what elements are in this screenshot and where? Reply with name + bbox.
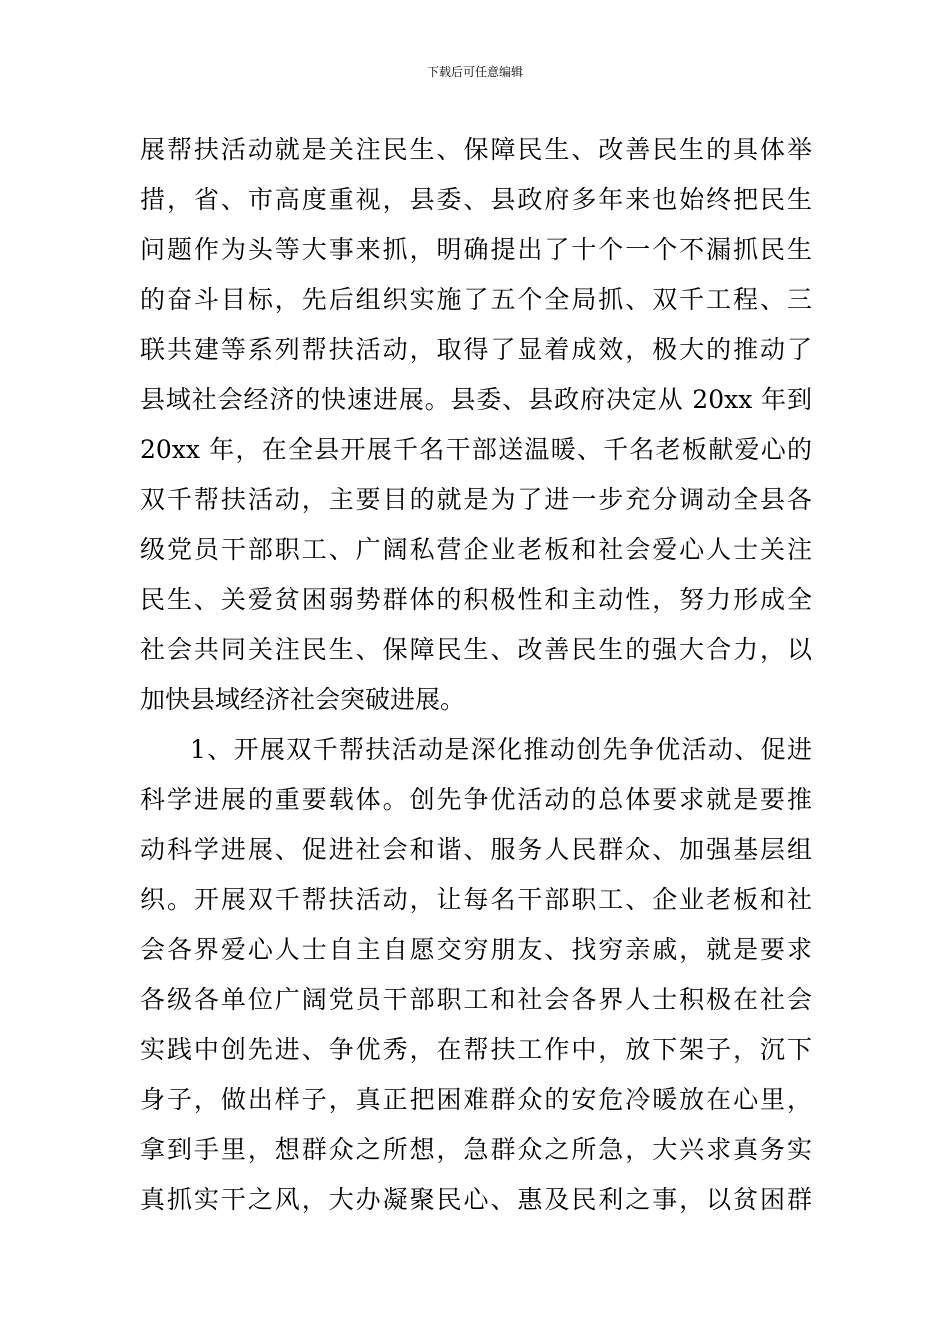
paragraph-2 — [140, 725, 812, 1225]
text-line: 联共建等系列帮扶活动，取得了显着成效，极大的推动了 — [140, 335, 812, 364]
text-line: 措，省、市高度重视，县委、县政府多年来也始终把民生 — [140, 185, 812, 214]
text-line: 1、开展双千帮扶活动是深化推动创先争优活动、促进 — [190, 735, 812, 764]
text-line: 会各界爱心人士自主自愿交穷朋友、找穷亲戚，就是要求 — [140, 935, 812, 964]
text-line: 身子，做出样子，真正把困难群众的安危冷暖放在心里， — [140, 1085, 812, 1114]
text-line: 织。开展双千帮扶活动，让每名干部职工、企业老板和社 — [140, 885, 812, 914]
page-header: 下载后可任意编辑 — [426, 65, 523, 79]
text-line: 展帮扶活动就是关注民生、保障民生、改善民生的具体举 — [140, 135, 812, 164]
document-body — [140, 125, 812, 1225]
text-line: 级党员干部职工、广阔私营企业老板和社会爱心人士关注 — [140, 535, 812, 564]
text-line: 问题作为头等大事来抓，明确提出了十个一个不漏抓民生 — [140, 235, 812, 264]
text-line: 动科学进展、促进社会和谐、服务人民群众、加强基层组 — [140, 835, 812, 864]
text-line: 各级各单位广阔党员干部职工和社会各界人士积极在社会 — [140, 985, 812, 1014]
text-line: 的奋斗目标，先后组织实施了五个全局抓、双千工程、三 — [140, 285, 812, 314]
text-line: 加快县域经济社会突破进展。 — [140, 685, 466, 714]
paragraph-1 — [140, 125, 812, 725]
text-line: 县域社会经济的快速进展。县委、县政府决定从 20xx 年到 — [140, 385, 812, 414]
text-line: 拿到手里，想群众之所想，急群众之所急，大兴求真务实 — [140, 1135, 812, 1164]
text-line: 实践中创先进、争优秀，在帮扶工作中，放下架子，沉下 — [140, 1035, 812, 1064]
text-line: 20xx 年，在全县开展千名干部送温暖、千名老板献爱心的 — [140, 435, 812, 464]
text-line: 真抓实干之风，大办凝聚民心、惠及民利之事，以贫困群 — [140, 1185, 812, 1214]
text-line: 双千帮扶活动，主要目的就是为了进一步充分调动全县各 — [140, 485, 812, 514]
text-line: 民生、关爱贫困弱势群体的积极性和主动性，努力形成全 — [140, 585, 812, 614]
text-line: 科学进展的重要载体。创先争优活动的总体要求就是要推 — [140, 785, 812, 814]
text-line: 社会共同关注民生、保障民生、改善民生的强大合力，以 — [140, 635, 812, 664]
